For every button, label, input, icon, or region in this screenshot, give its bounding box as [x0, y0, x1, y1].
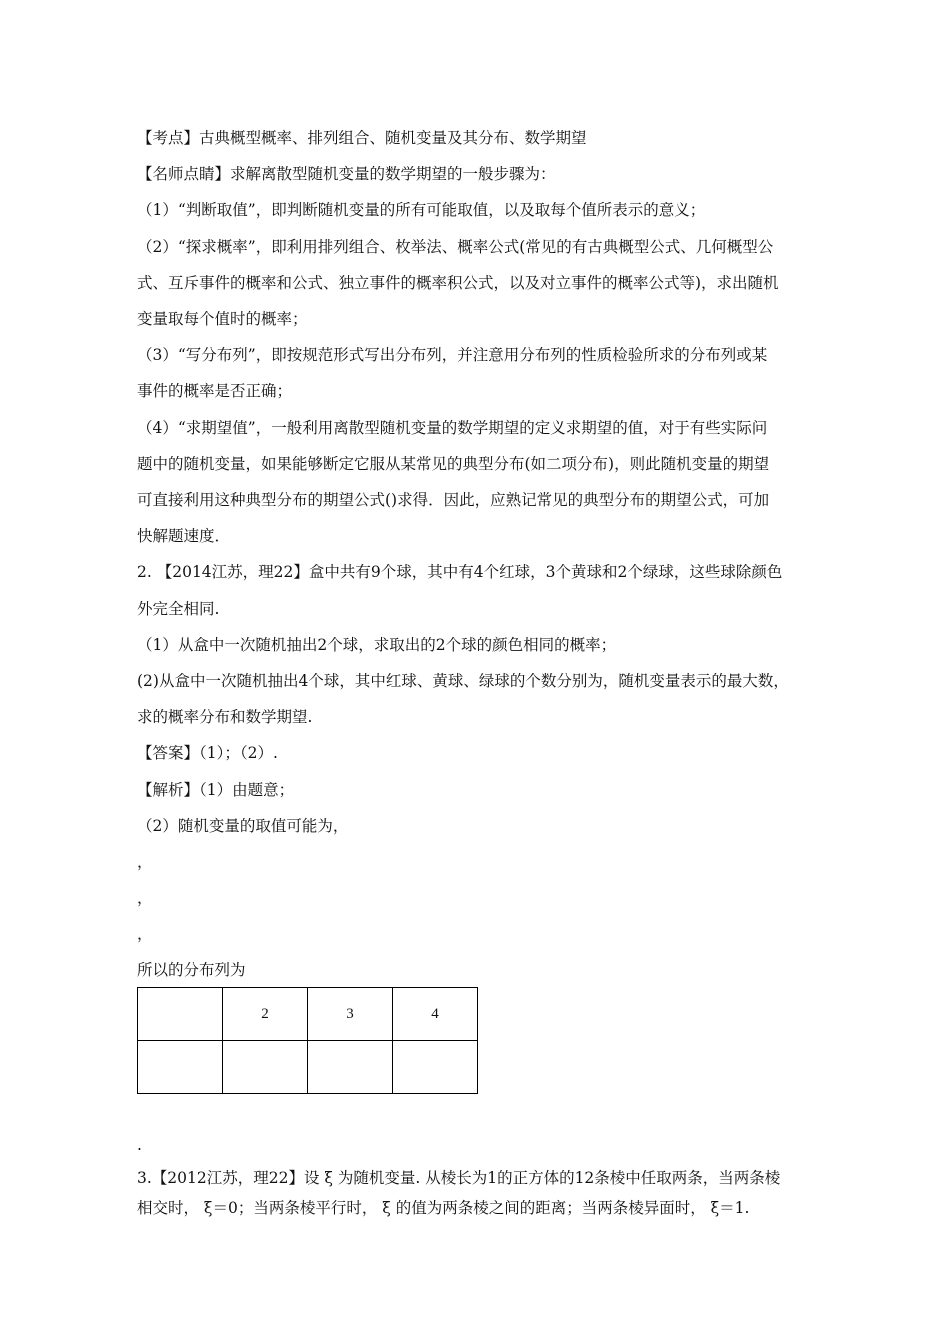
step-2-line-c: 变量取每个值时的概率； — [137, 310, 308, 328]
step-2-line-a: （2）“探求概率”，即利用排列组合、枚举法、概率公式(常见的有古典概型公式、几何概型公 — [137, 238, 774, 256]
step-4-line-c: 可直接利用这种典型分布的期望公式()求得．因此，应熟记常见的典型分布的期望公式，可加 — [137, 491, 770, 509]
table-cell — [223, 1041, 308, 1094]
problem-2-part-1: （1）从盒中一次随机抽出2个球，求取出的2个球的颜色相同的概率； — [137, 636, 617, 654]
table-cell — [393, 1041, 478, 1094]
solution-line-1: 【解析】（1）由题意； — [137, 781, 295, 799]
comma-line-1: ， — [137, 853, 153, 871]
answer-line: 【答案】（1）；（2）. — [137, 744, 278, 762]
table-cell: 4 — [393, 988, 478, 1041]
comma-line-3: ， — [137, 925, 153, 943]
problem-2-line-a: 2. 【2014江苏，理22】盒中共有9个球，其中有4个红球，3个黄球和2个绿球，这些球除颜色 — [137, 563, 783, 581]
table-cell — [138, 1041, 223, 1094]
step-1-line: （1）“判断取值”，即判断随机变量的所有可能取值，以及取每个值所表示的意义； — [137, 201, 706, 219]
step-3-line-b: 事件的概率是否正确； — [137, 382, 293, 400]
step-4-line-a: （4）“求期望值”，一般利用离散型随机变量的数学期望的定义求期望的值，对于有些实际问 — [137, 419, 768, 437]
table-cell: 2 — [223, 988, 308, 1041]
step-4-line-b: 题中的随机变量，如果能够断定它服从某常见的典型分布(如二项分布)，则此随机变量的期望 — [137, 455, 770, 473]
distribution-intro-line: 所以的分布列为 — [137, 961, 246, 979]
table-cell — [308, 1041, 393, 1094]
kaodian-line: 【考点】古典概型概率、排列组合、随机变量及其分布、数学期望 — [137, 129, 587, 147]
table-row — [138, 1041, 478, 1094]
distribution-table-wrap — [137, 987, 478, 1094]
step-3-line-a: （3）“写分布列”，即按规范形式写出分布列，并注意用分布列的性质检验所求的分布列或某 — [137, 346, 768, 364]
mingshi-dianjing-line: 【名师点睛】求解离散型随机变量的数学期望的一般步骤为： — [137, 165, 556, 183]
comma-line-2: ， — [137, 889, 153, 907]
step-2-line-b: 式、互斥事件的概率和公式、独立事件的概率积公式，以及对立事件的概率公式等)，求出随机 — [137, 274, 779, 292]
distribution-table — [137, 987, 478, 1094]
problem-3-line-a: 3.【2012江苏，理22】设 ξ 为随机变量. 从棱长为1的正方体的12条棱中任取两条，当两条棱 — [137, 1169, 781, 1187]
table-cell — [138, 988, 223, 1041]
table-row — [138, 988, 478, 1041]
problem-2-part-2-b: 求的概率分布和数学期望. — [137, 708, 313, 726]
period-after-table: . — [137, 1136, 142, 1154]
problem-3-line-b: 相交时， ξ＝0；当两条棱平行时， ξ 的值为两条棱之间的距离；当两条棱异面时， ξ＝1. — [137, 1199, 750, 1217]
step-4-line-d: 快解题速度． — [137, 527, 231, 545]
problem-2-line-b: 外完全相同. — [137, 600, 220, 618]
table-cell: 3 — [308, 988, 393, 1041]
problem-2-part-2-a: (2)从盒中一次随机抽出4个球，其中红球、黄球、绿球的个数分别为，随机变量表示的最大数， — [137, 672, 789, 690]
solution-line-2: （2）随机变量的取值可能为， — [137, 817, 349, 835]
